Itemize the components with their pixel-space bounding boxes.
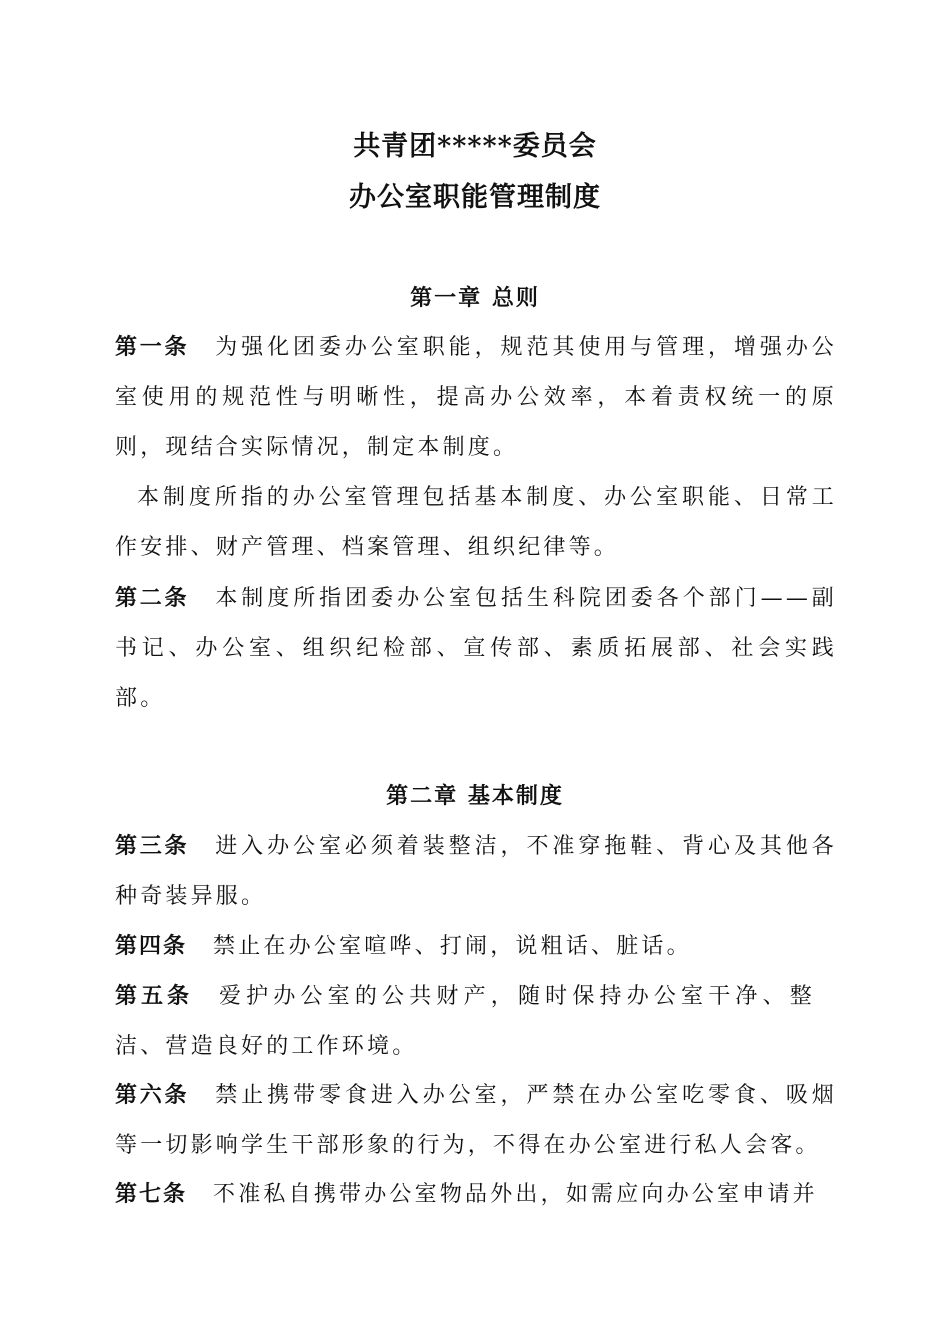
article-5	[115, 972, 815, 1072]
article-text: 本制度所指团委办公室包括生科院团委各个部门——副书记、办公室、组织纪检部、宣传部、素质拓展部、社会实践部。	[115, 586, 837, 711]
article-label: 第五条	[115, 983, 193, 1009]
article-label: 第二条	[115, 585, 190, 611]
article-label: 第三条	[115, 833, 190, 859]
article-text: 为强化团委办公室职能，规范其使用与管理，增强办公室使用的规范性与明晰性，提高办公效率，本着责权统一的原则，现结合实际情况，制定本制度。	[115, 335, 837, 460]
document-title-line2: 办公室职能管理制度	[349, 182, 601, 213]
document-title-line1: 共青团*****委员会	[353, 131, 597, 162]
article-1	[115, 323, 837, 472]
article-4	[115, 922, 837, 972]
article-text: 不准私自携带办公室物品外出，如需应向办公室申请并	[213, 1182, 818, 1207]
chapter-heading-2: 第二章 基本制度	[386, 783, 564, 809]
article-text: 爱护办公室的公共财产，随时保持办公室干净、整洁、营造良好的工作环境。	[115, 984, 815, 1059]
article-1-paragraph-2	[115, 473, 837, 573]
article-3	[115, 822, 837, 922]
article-label: 第一条	[115, 334, 190, 360]
article-label: 第七条	[115, 1181, 188, 1207]
article-text: 禁止携带零食进入办公室，严禁在办公室吃零食、吸烟等一切影响学生干部形象的行为，不得在办公室进行私人会客。	[115, 1083, 837, 1158]
article-2	[115, 574, 837, 723]
article-text: 本制度所指的办公室管理包括基本制度、办公室职能、日常工作安排、财产管理、档案管理、组织纪律等。	[115, 485, 837, 560]
article-label: 第四条	[115, 933, 188, 959]
article-text: 进入办公室必须着装整洁，不准穿拖鞋、背心及其他各种奇装异服。	[115, 834, 837, 909]
article-text: 禁止在办公室喧哗、打闹，说粗话、脏话。	[213, 934, 692, 959]
chapter-heading-1: 第一章 总则	[410, 285, 540, 311]
article-label: 第六条	[115, 1082, 190, 1108]
article-7	[115, 1170, 837, 1220]
article-6	[115, 1071, 837, 1171]
